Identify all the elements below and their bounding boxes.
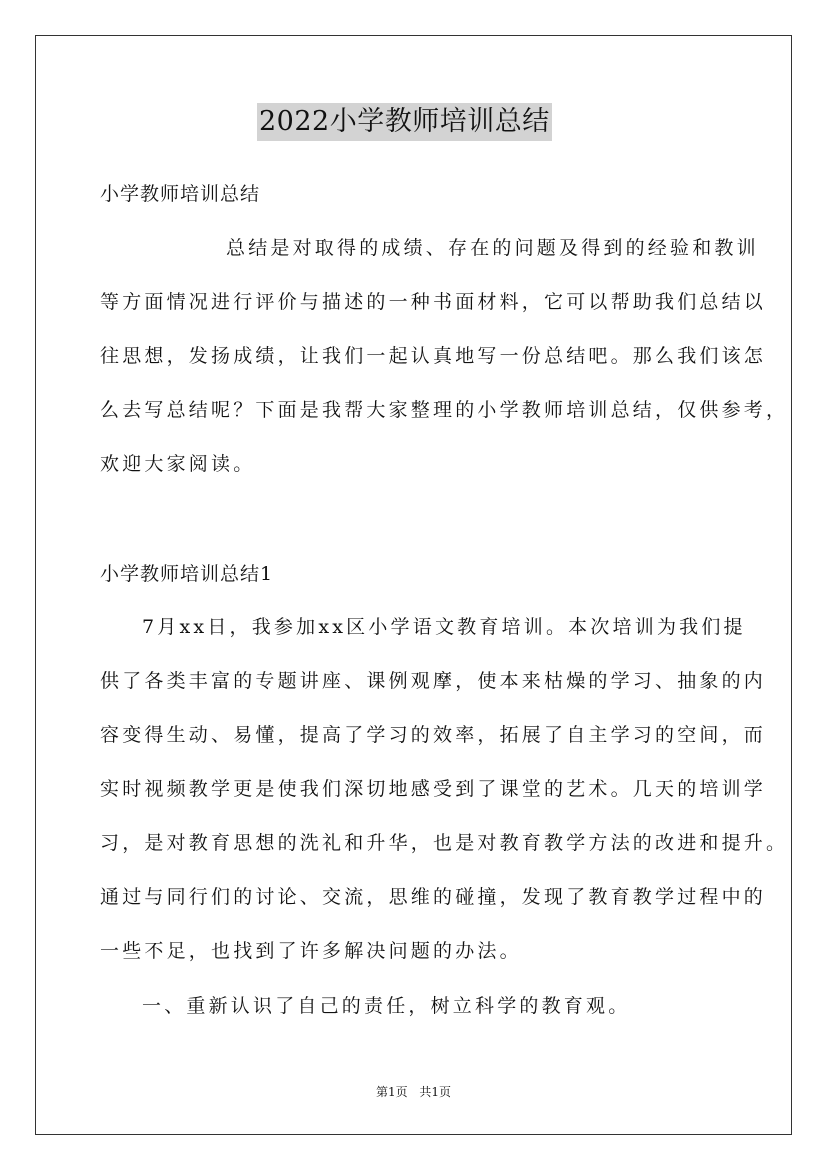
- page-total: 共1页: [419, 1085, 452, 1099]
- subtitle: 小学教师培训总结: [100, 183, 261, 205]
- body-line: 实时视频教学更是使我们深切地感受到了课堂的艺术。几天的培训学: [100, 778, 767, 800]
- page-number: 第1页: [375, 1085, 408, 1099]
- body-line: 供了各类丰富的专题讲座、课例观摩，使本来枯燥的学习、抽象的内: [100, 670, 767, 692]
- body-line: 习，是对教育思想的洗礼和升华，也是对教育教学方法的改进和提升。: [100, 832, 789, 854]
- page-footer: [0, 1084, 827, 1100]
- intro-line: 等方面情况进行评价与描述的一种书面材料，它可以帮助我们总结以: [100, 291, 767, 313]
- intro-line: 么去写总结呢？下面是我帮大家整理的小学教师培训总结，仅供参考，: [100, 399, 789, 421]
- body-line: 7月xx日，我参加xx区小学语文教育培训。本次培训为我们提: [142, 616, 746, 638]
- point-heading: 一、重新认识了自己的责任，树立科学的教育观。: [142, 995, 631, 1017]
- body-line: 一些不足，也找到了许多解决问题的办法。: [100, 940, 522, 962]
- body-line: 通过与同行们的讨论、交流，思维的碰撞，发现了教育教学过程中的: [100, 886, 767, 908]
- intro-line: 总结是对取得的成绩、存在的问题及得到的经验和教训: [226, 237, 759, 259]
- intro-line: 往思想，发扬成绩，让我们一起认真地写一份总结吧。那么我们该怎: [100, 345, 767, 367]
- section-heading: 小学教师培训总结1: [100, 563, 274, 585]
- document-title: 2022小学教师培训总结: [257, 103, 552, 141]
- body-line: 容变得生动、易懂，提高了学习的效率，拓展了自主学习的空间，而: [100, 724, 767, 746]
- intro-line: 欢迎大家阅读。: [100, 453, 256, 475]
